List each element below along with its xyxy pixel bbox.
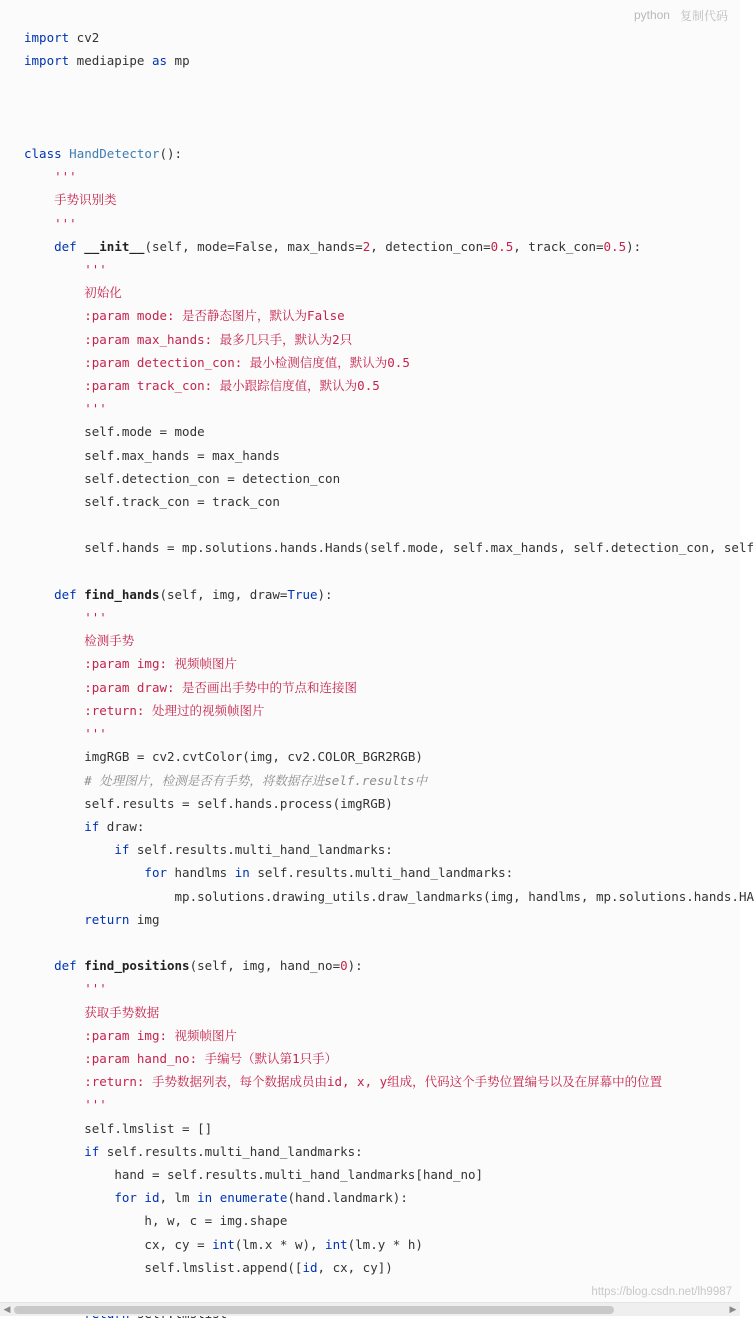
scroll-right-arrow-icon[interactable]: ▶	[729, 1304, 737, 1314]
copy-code-button[interactable]: 复制代码	[679, 8, 728, 23]
python-source-code: import cv2 import mediapipe as mp class HandDetector(): ''' 手势识别类 ''' def __init__(self, mode=False, max_hands=2, detection_con=0.5, track_con=0.5): ''' 初始化 :param mode: 是否静态图片，默认为False :param max_hands: 最多几只手，默认为2只 :param detection_con: 最小检测信度值，默认为0.5 :param track_con: 最小跟踪信度值，默认为0.5 ''' self.mode = mode self.max_hands = max_hands self.detection_con = detection_con self.track_con = track_con self.hands = mp.solutions.hands.Hands(self.mode, self.max_hands, self.detection_con, self def find_hands(self, img, draw=True): ''' 检测手势 :param img: 视频帧图片 :param draw: 是否画出手势中的节点和连接图 :return: 处理过的视频帧图片 ''' imgRGB = cv2.cvtColor(img, cv2.COLOR_BGR2RGB) # 处理图片，检测是否有手势，将数据存进self.results中 self.results = self.hands.process(imgRGB) if draw: if self.results.multi_hand_landmarks: for handlms in self.results.multi_hand_landmarks: mp.solutions.drawing_utils.draw_landmarks(img, handlms, mp.solutions.hands.HA return img def find_positions(self, img, hand_no=0): ''' 获取手势数据 :param img: 视频帧图片 :param hand_no: 手编号（默认第1只手） :return: 手势数据列表，每个数据成员由id, x, y组成，代码这个手势位置编号以及在屏幕中的位置 ''' self.lmslist = [] if self.results.multi_hand_landmarks: hand = self.results.multi_hand_landmarks[hand_no] for id, lm in enumerate(hand.landmark): h, w, c = img.shape cx, cy = int(lm.x * w), int(lm.y * h) self.lmslist.append([id, cx, cy])	[24, 30, 754, 1275]
watermark-text: https://blog.csdn.net/lh9987	[591, 1286, 732, 1298]
scrollbar-thumb[interactable]	[14, 1306, 614, 1314]
code-scroll-area[interactable]	[0, 26, 754, 1302]
scroll-left-arrow-icon[interactable]: ◀	[3, 1304, 11, 1314]
code-language-label: python	[633, 8, 670, 22]
horizontal-scrollbar[interactable]	[0, 1302, 740, 1316]
